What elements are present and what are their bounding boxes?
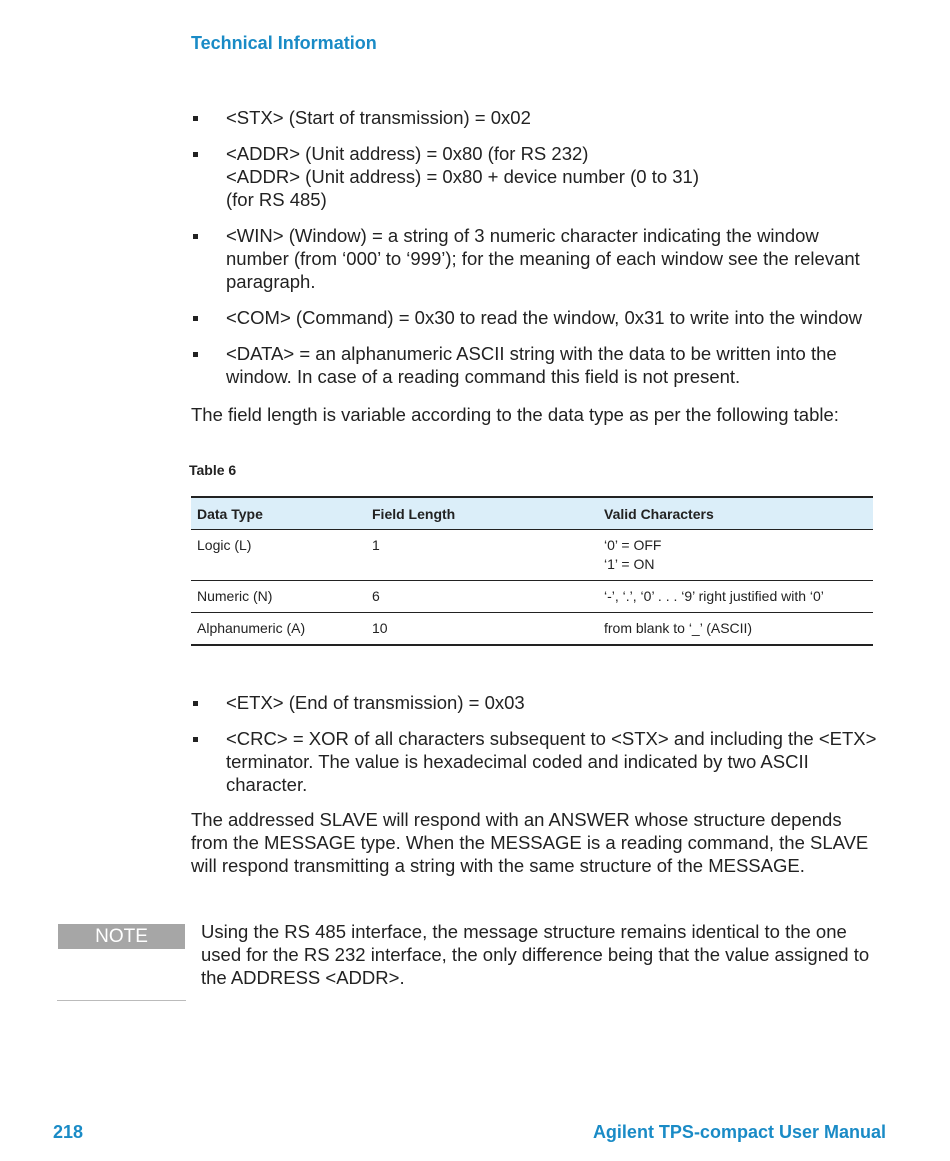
bullet-icon [193,234,198,239]
list-item [191,342,891,388]
cell-line: ‘1’ = ON [604,556,655,572]
list-item-line: <CRC> = XOR of all characters subsequent to <STX> and including the <ETX> [226,728,877,749]
bullet-icon [193,152,198,157]
paragraph-line: will respond transmitting a string with the same structure of the MESSAGE. [191,855,805,876]
list-item-line: (for RS 485) [226,189,327,210]
bullet-list-top [191,106,891,401]
field-length-paragraph [191,403,891,426]
column-header-valid-characters: Valid Characters [598,497,873,530]
table-header-row [191,497,873,530]
table-row [191,613,873,646]
note-line: used for the RS 232 interface, the only difference being that the value assigned to [201,944,870,965]
bullet-list-bottom [191,691,891,809]
bullet-icon [193,352,198,357]
note-line: Using the RS 485 interface, the message structure remains identical to the one [201,921,847,942]
cell-field-length: 6 [366,581,598,613]
data-type-table [191,496,873,646]
list-item-line: <COM> (Command) = 0x30 to read the window, 0x31 to write into the window [226,307,863,328]
list-item-line: <ADDR> (Unit address) = 0x80 + device number (0 to 31) [226,166,700,187]
bullet-icon [193,737,198,742]
cell-line: from blank to ‘_’ (ASCII) [604,620,753,636]
list-item-line: window. In case of a reading command this field is not present. [226,366,741,387]
list-item [191,306,891,329]
bullet-icon [193,116,198,121]
list-item-line: character. [226,774,308,795]
page-number: 218 [53,1122,84,1142]
paragraph-line: The addressed SLAVE will respond with an ANSWER whose structure depends [191,809,842,830]
cell-field-length: 10 [366,613,598,646]
column-header-data-type: Data Type [191,497,366,530]
list-item [191,224,891,293]
cell-data-type: Logic (L) [191,530,366,581]
cell-field-length: 1 [366,530,598,581]
table-row [191,581,873,613]
list-item [191,106,891,129]
list-item-line: <WIN> (Window) = a string of 3 numeric character indicating the window [226,225,819,246]
list-item-line: number (from ‘000’ to ‘999’); for the meaning of each window see the relevant [226,248,860,269]
bullet-icon [193,316,198,321]
cell-data-type: Numeric (N) [191,581,366,613]
list-item-line: terminator. The value is hexadecimal coded and indicated by two ASCII [226,751,809,772]
manual-title: Agilent TPS-compact User Manual [592,1122,886,1142]
list-item-line: paragraph. [226,271,316,292]
table-row [191,530,873,581]
cell-line: ‘0’ = OFF [604,537,662,553]
table-caption: Table 6 [189,462,237,478]
cell-line: ‘-’, ‘.’, ‘0’ . . . ‘9’ right justified with ‘0’ [604,588,824,604]
column-header-field-length: Field Length [366,497,598,530]
paragraph-line: The field length is variable according to the data type as per the following table: [191,404,839,425]
section-title: Technical Information [191,33,377,53]
bullet-icon [193,701,198,706]
cell-valid-characters [598,613,873,646]
cell-valid-characters [598,530,873,581]
paragraph-line: from the MESSAGE type. When the MESSAGE is a reading command, the SLAVE [191,832,869,853]
cell-valid-characters [598,581,873,613]
note-text [201,920,901,989]
list-item-line: <DATA> = an alphanumeric ASCII string with the data to be written into the [226,343,837,364]
note-line: the ADDRESS <ADDR>. [201,967,405,988]
note-label: NOTE [58,924,185,949]
list-item-line: <ADDR> (Unit address) = 0x80 (for RS 232) [226,143,589,164]
list-item [191,691,891,714]
note-divider [57,1000,186,1001]
list-item [191,142,891,211]
list-item [191,727,891,796]
cell-data-type: Alphanumeric (A) [191,613,366,646]
answer-paragraph [191,808,891,877]
list-item-line: <ETX> (End of transmission) = 0x03 [226,692,525,713]
list-item-line: <STX> (Start of transmission) = 0x02 [226,107,531,128]
